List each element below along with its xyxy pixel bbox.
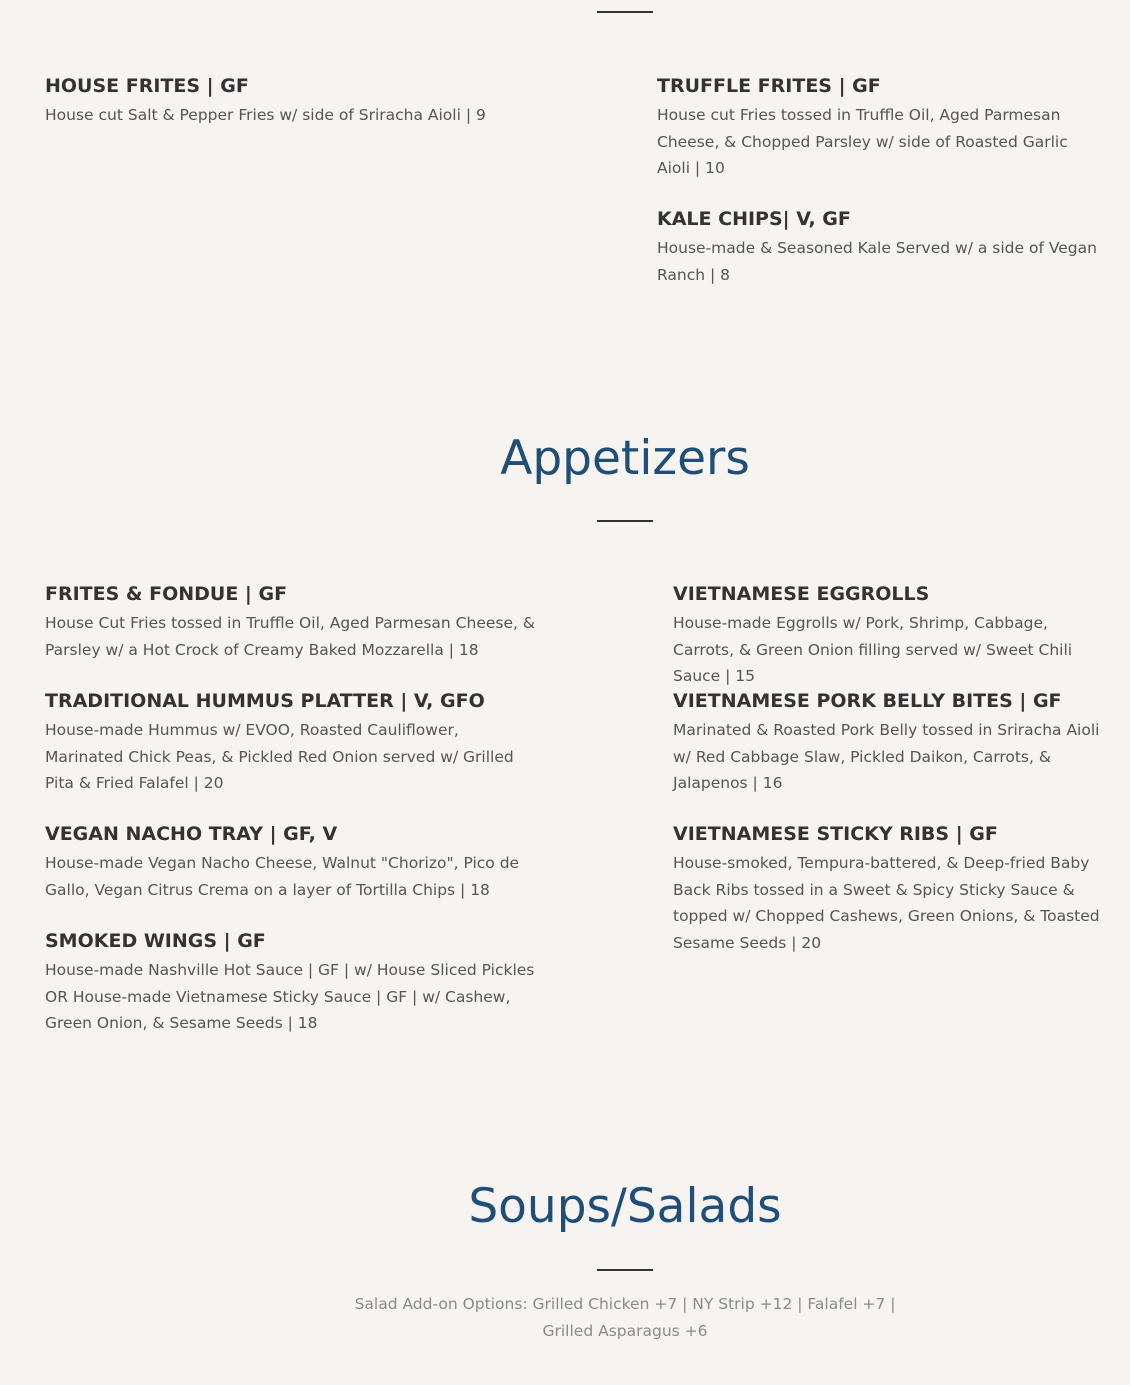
menu-item-vegan-nacho-tray: [45, 822, 535, 903]
menu-item-kale-chips: [657, 207, 1097, 288]
salad-addon-note-line-1: Salad Add-on Options: Grilled Chicken +7 | NY Strip +12 | Falafel +7 |: [354, 1295, 896, 1313]
menu-item-description: House-made Hummus w/ EVOO, Roasted Cauliflower, Marinated Chick Peas, & Pickled Red Onion served w/ Grilled Pita & Fried Falafel | 20: [45, 721, 514, 792]
menu-item-description: Marinated & Roasted Pork Belly tossed in Sriracha Aioli w/ Red Cabbage Slaw, Pickled Daikon, Carrots, & Jalapenos | 16: [673, 721, 1100, 792]
menu-item-description: House-made Vegan Nacho Cheese, Walnut "Chorizo", Pico de Gallo, Vegan Citrus Crema on a layer of Tortilla Chips | 18: [45, 854, 520, 899]
section-divider-top: [597, 11, 653, 13]
salad-addon-note-line-2: Grilled Asparagus +6: [542, 1321, 708, 1340]
section-divider-appetizers: [597, 520, 653, 522]
menu-item-description: House-made Eggrolls w/ Pork, Shrimp, Cabbage, Carrots, & Green Onion filling served w/ Sweet Chili Sauce | 15: [673, 614, 1073, 685]
menu-item-vietnamese-eggrolls: [673, 582, 1113, 690]
section-title-soups-salads: Soups/Salads: [468, 1179, 782, 1234]
menu-item-hummus-platter: [45, 689, 535, 797]
menu-item-description: House-smoked, Tempura-battered, & Deep-fried Baby Back Ribs tossed in a Sweet & Spicy Sticky Sauce & topped w/ Chopped Cashews, Green Onions, & Toasted Sesame Seeds | 20: [673, 854, 1100, 952]
menu-item-description: House cut Salt & Pepper Fries w/ side of Sriracha Aioli | 9: [45, 106, 486, 124]
menu-item-title: VIETNAMESE PORK BELLY BITES | GF: [673, 690, 1062, 712]
salad-addon-note: [0, 1291, 1130, 1344]
section-title-appetizers: Appetizers: [500, 431, 750, 486]
section-divider-soups-salads: [597, 1269, 653, 1271]
menu-item-description: House cut Fries tossed in Truffle Oil, Aged Parmesan Cheese, & Chopped Parsley w/ side of Roasted Garlic Aioli | 10: [657, 106, 1068, 177]
menu-item-title: KALE CHIPS| V, GF: [657, 208, 851, 230]
menu-item-house-frites: [45, 74, 565, 129]
menu-item-title: SMOKED WINGS | GF: [45, 930, 266, 952]
menu-item-pork-belly-bites: [673, 689, 1113, 797]
menu-item-truffle-frites: [657, 74, 1097, 182]
menu-item-title: VEGAN NACHO TRAY | GF, V: [45, 823, 338, 845]
menu-item-smoked-wings: [45, 929, 535, 1037]
menu-item-title: TRUFFLE FRITES | GF: [657, 75, 881, 97]
menu-item-title: HOUSE FRITES | GF: [45, 75, 249, 97]
menu-item-description: House Cut Fries tossed in Truffle Oil, Aged Parmesan Cheese, & Parsley w/ a Hot Crock of Creamy Baked Mozzarella | 18: [45, 614, 535, 659]
menu-item-title: FRITES & FONDUE | GF: [45, 583, 288, 605]
menu-item-title: VIETNAMESE STICKY RIBS | GF: [673, 823, 998, 845]
menu-item-title: VIETNAMESE EGGROLLS: [673, 583, 930, 605]
menu-item-description: House-made Nashville Hot Sauce | GF | w/ House Sliced Pickles OR House-made Vietnamese Sticky Sauce | GF | w/ Cashew, Green Onion, & Sesame Seeds | 18: [45, 961, 535, 1032]
menu-item-title: TRADITIONAL HUMMUS PLATTER | V, GFO: [45, 690, 485, 712]
menu-item-description: House-made & Seasoned Kale Served w/ a side of Vegan Ranch | 8: [657, 239, 1097, 284]
menu-item-frites-fondue: [45, 582, 535, 663]
menu-item-sticky-ribs: [673, 822, 1113, 956]
